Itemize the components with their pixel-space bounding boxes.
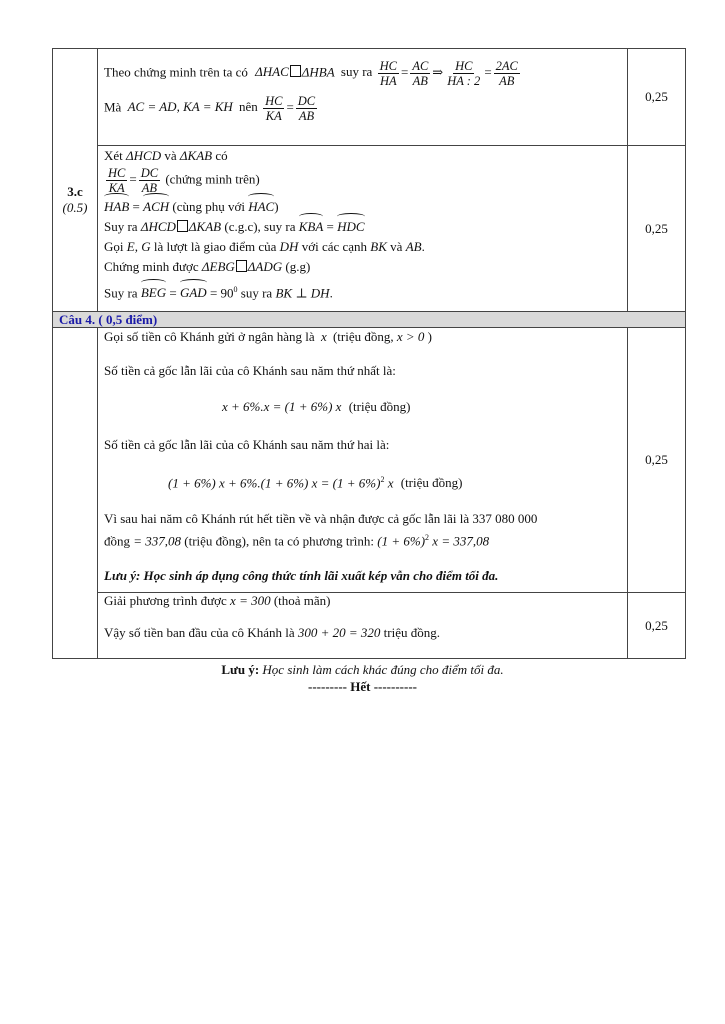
triangle: ΔEBG (201, 259, 235, 274)
question-label-cell (53, 49, 98, 312)
math: E, G (126, 239, 151, 254)
angle: HAB (104, 197, 129, 217)
text: và (164, 148, 177, 163)
text: Xét (104, 148, 123, 163)
text: Suy ra (104, 219, 138, 234)
text: (triệu đồng), nên ta có phương trình: (184, 533, 375, 549)
degree: 0 (233, 285, 238, 294)
answer-cell: Theo chứng minh trên ta có ΔHAC ΔHBA suy ra $\frac{HC}{HA}$ = $\frac{AC}{AB}$ ⇒ $\frac{HC}{HA : 2}$ = $\frac{2AC}{AB}$ Mà AC = AD, KA = KH nên $\frac{HC}{KA}$ = $\frac{DC}{AB}$ (98, 49, 628, 146)
fraction: $\frac{HC}{HA : 2}$ (447, 59, 481, 88)
table-row (53, 146, 686, 312)
triangle: ΔHBA (301, 64, 335, 80)
text: (thoả mãn) (273, 593, 331, 608)
angle: KBA (299, 217, 324, 237)
text: ) (427, 329, 433, 344)
text: ) (274, 199, 279, 214)
table-row (53, 593, 686, 659)
math: x (320, 329, 327, 344)
question-label-cell (53, 328, 98, 659)
text: là lượt là giao điểm của (153, 239, 277, 254)
note-text: Học sinh làm cách khác đúng cho điểm tối đa. (262, 662, 504, 677)
section-header: Câu 4. ( 0,5 điểm) (53, 312, 686, 328)
angle: HDC (337, 217, 364, 237)
table-row (53, 49, 686, 146)
text: Giải phương trình được (104, 593, 227, 608)
angle: HAC (248, 197, 274, 217)
text: suy ra (240, 285, 273, 301)
note: Lưu ý: Học sinh áp dụng công thức tính lãi xuất kép vẫn cho điểm tối đa. (104, 567, 499, 583)
text: (triệu đồng, (332, 329, 394, 344)
text: Suy ra (104, 285, 138, 301)
fraction: $\frac{HC}{HA}$ (379, 59, 397, 88)
math: BK ⊥ DH (275, 285, 330, 301)
math: = 90 (209, 285, 234, 301)
text: (triệu đồng) (400, 475, 463, 491)
answer-table (52, 48, 686, 659)
triangle: ΔKAB (188, 219, 222, 234)
fraction: $\frac{HC}{KA}$ (265, 94, 283, 123)
math: x + 6%.x = (1 + 6%) x (222, 399, 342, 414)
similar-symbol (290, 65, 301, 77)
answer-cell (98, 593, 628, 659)
math: (1 + 6%) (377, 533, 426, 549)
question-points: (0.5) (62, 200, 88, 215)
score-cell: 0,25 (628, 49, 686, 146)
score-cell: 0,25 (628, 593, 686, 659)
similar-symbol (177, 220, 188, 232)
math: x = 337,08 (432, 533, 490, 549)
similar-symbol (236, 260, 247, 272)
end-marker: --------- Hết ---------- (308, 679, 417, 694)
text: Vậy số tiền ban đầu của cô Khánh là (104, 625, 295, 640)
text: Theo chứng minh trên ta có (104, 64, 248, 80)
fraction: $\frac{DC}{AB}$ (140, 166, 159, 195)
triangle: ΔHCD (140, 219, 176, 234)
text: (triệu đồng) (348, 399, 411, 414)
math: x (387, 475, 394, 491)
footer-note (0, 662, 725, 678)
text: Gọi số tiền cô Khánh gửi ở ngân hàng là (104, 329, 315, 344)
angle: BEG (141, 283, 166, 303)
text: nên (239, 99, 258, 115)
text: với các cạnh (301, 239, 368, 254)
answer-cell (98, 328, 628, 593)
text: suy ra (340, 64, 373, 80)
text: (chứng minh trên) (165, 171, 260, 187)
math: x > 0 (396, 329, 425, 344)
answer-cell: Xét ΔHCD và ΔKAB có $\frac{HC}{KA}$ = $\frac{DC}{AB}$ (chứng minh trên) HAB = ACH (cùng phụ với HAC) Suy ra ΔHCD ΔKAB (c.g.c), suy ra KBA = HDC Gọi E, G là lượt là giao điểm của DH với các cạnh BK và AB. Chứng minh được ΔEBG ΔADG (g.g) Suy ra BEG = GAD = $90^0$ suy ra BK ⊥ DH. (98, 146, 628, 312)
fraction: $\frac{DC}{AB}$ (297, 94, 316, 123)
text: đồng (104, 533, 130, 549)
text: (cùng phụ với (172, 199, 245, 214)
fraction: $\frac{2AC}{AB}$ (495, 59, 518, 88)
triangle: ΔADG (247, 259, 283, 274)
math: x = 300 (230, 593, 271, 608)
math: AB (405, 239, 422, 254)
text: có (215, 148, 228, 163)
text: Số tiền cả gốc lẫn lãi của cô Khánh sau năm thứ nhất là: (104, 363, 396, 378)
triangle: ΔHCD (126, 148, 162, 163)
text: triệu đồng. (383, 625, 440, 640)
math: DH (279, 239, 299, 254)
math: BK (370, 239, 387, 254)
question-number: 3.c (67, 184, 83, 199)
math: 300 + 20 = 320 (297, 625, 381, 640)
table-row (53, 312, 686, 328)
text: (c.g.c), suy ra (224, 219, 296, 234)
table-row (53, 328, 686, 593)
text: Chứng minh được (104, 259, 199, 274)
text: và (390, 239, 403, 254)
triangle: ΔKAB (179, 148, 213, 163)
angle: GAD (180, 283, 207, 303)
fraction: $\frac{HC}{KA}$ (108, 166, 126, 195)
triangle: ΔHAC (255, 64, 289, 80)
math: = 337,08 (133, 533, 182, 549)
score-cell: 0,25 (628, 146, 686, 312)
text: Gọi (104, 239, 124, 254)
score-cell: 0,25 (628, 328, 686, 593)
text: (g.g) (285, 259, 311, 274)
exponent: 2 (380, 475, 385, 484)
fraction: $\frac{AC}{AB}$ (412, 59, 429, 88)
math: (1 + 6%) x + 6%.(1 + 6%) x = (1 + 6%) (168, 475, 381, 491)
equation: AC = AD, KA = KH (127, 99, 233, 115)
text: Số tiền cả gốc lẫn lãi của cô Khánh sau năm thứ hai là: (104, 437, 390, 452)
angle: ACH (143, 197, 169, 217)
text: Mà (104, 99, 122, 115)
exponent: 2 (425, 533, 430, 543)
text: Vì sau hai năm cô Khánh rút hết tiền về và nhận được cả gốc lẫn lãi là 337 080 000 (104, 511, 538, 527)
note-label: Lưu ý: (221, 662, 260, 677)
